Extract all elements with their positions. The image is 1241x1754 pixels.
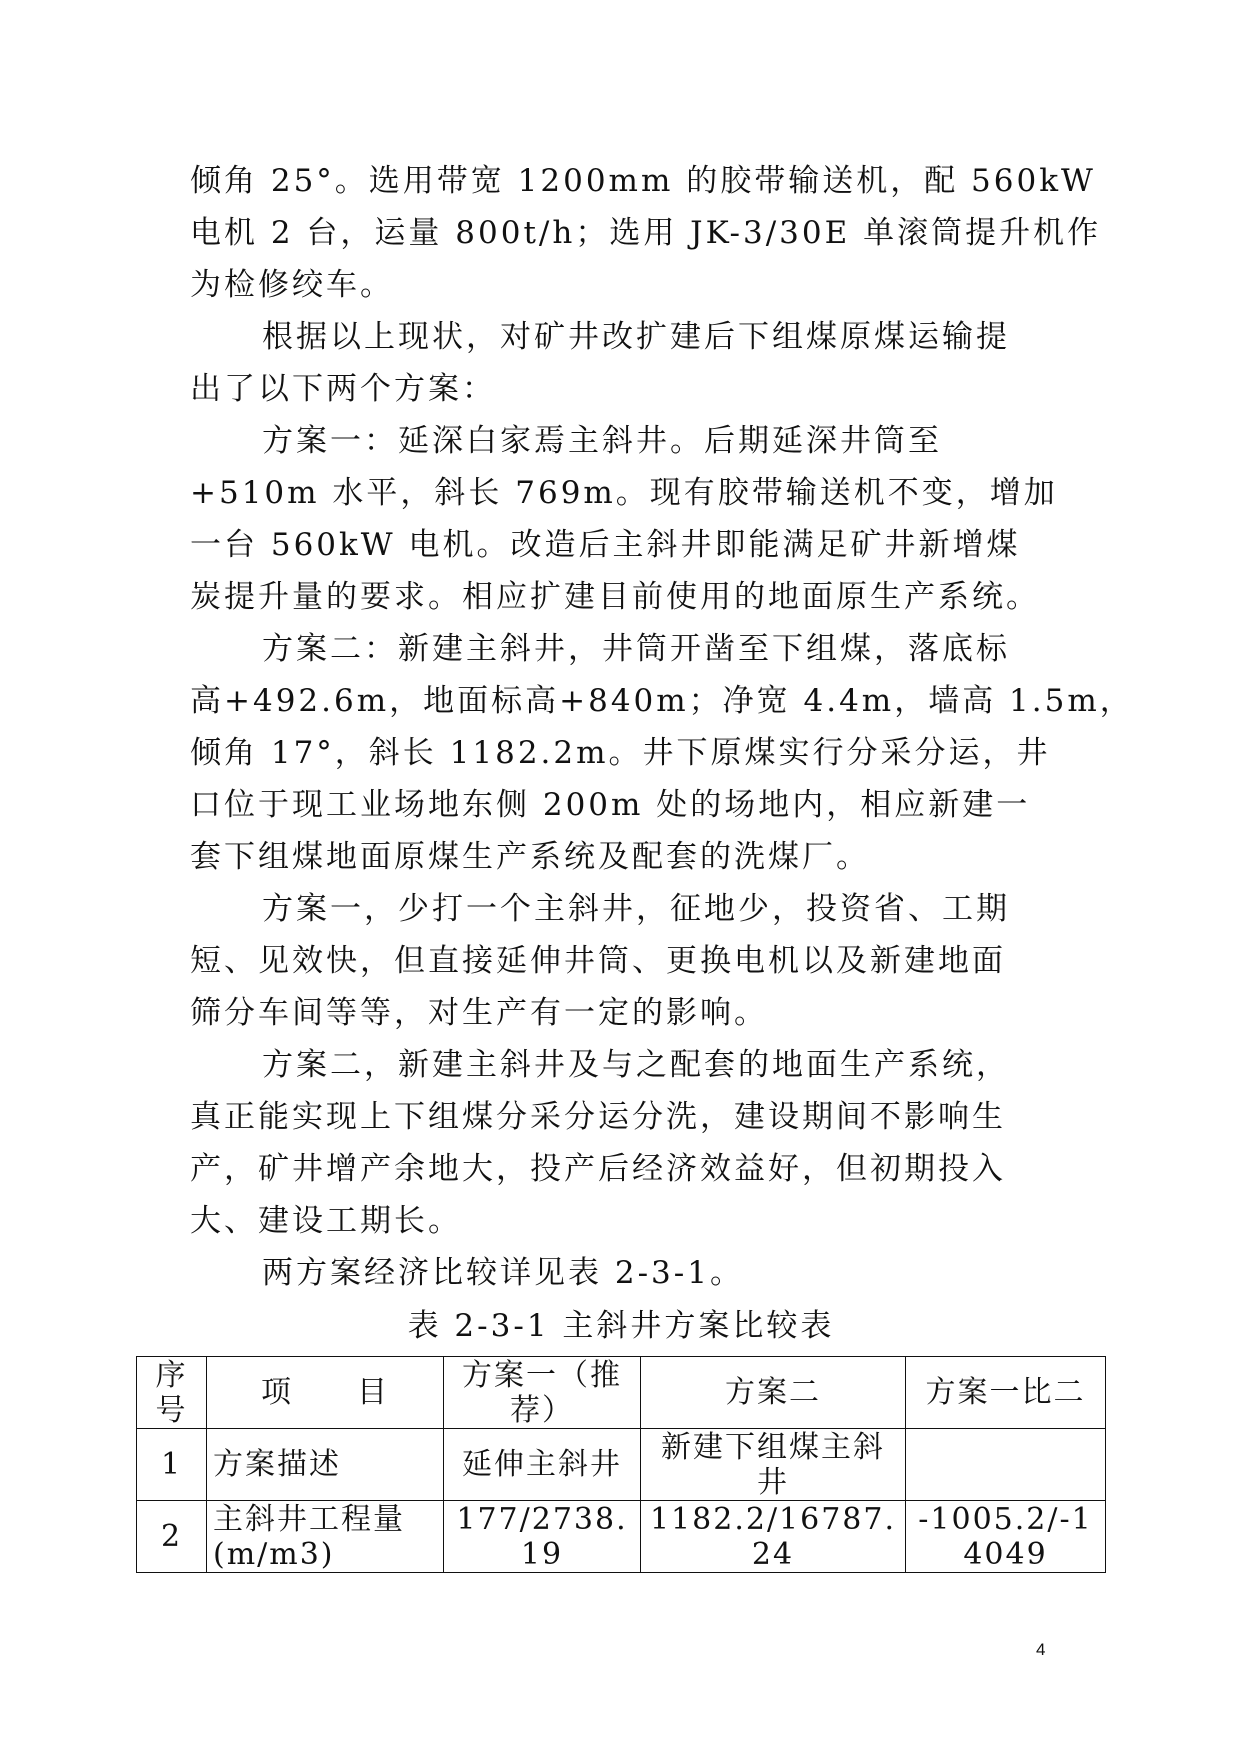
page-number: 4 [1036, 1640, 1046, 1659]
header-difference: 方案一比二 [906, 1357, 1106, 1429]
cell-item: 方案描述 [207, 1429, 444, 1501]
table-header-row [137, 1357, 1106, 1429]
text-line: +510m 水平，斜长 769m。现有胶带输送机不变，增加 [190, 475, 1058, 511]
text-line: 方案一：延深白家焉主斜井。后期延深井筒至 [262, 423, 942, 459]
text-line: 倾角 17°，斜长 1182.2m。井下原煤实行分采分运，井 [190, 735, 1051, 771]
paragraph-7 [190, 1247, 1052, 1299]
table-caption: 表 2-3-1 主斜井方案比较表 [407, 1308, 835, 1344]
text-line: 产，矿井增产余地大，投产后经济效益好，但初期投入 [190, 1151, 1006, 1187]
table-row [137, 1429, 1106, 1501]
text-line: 出了以下两个方案： [190, 371, 496, 407]
text-line: 真正能实现上下组煤分采分运分洗，建设期间不影响生 [190, 1099, 1006, 1135]
text-line: 炭提升量的要求。相应扩建目前使用的地面原生产系统。 [190, 579, 1040, 615]
table-row [137, 1501, 1106, 1573]
text-line: 根据以上现状，对矿井改扩建后下组煤原煤运输提 [262, 319, 1010, 355]
text-line: 口位于现工业场地东侧 200m 处的场地内，相应新建一 [190, 787, 1031, 823]
text-line: 倾角 25°。选用带宽 1200mm 的胶带输送机，配 560kW [190, 163, 1096, 199]
cell-index: 2 [137, 1501, 207, 1573]
cell-item: 主斜井工程量(m/m3) [207, 1501, 444, 1573]
text-line: 两方案经济比较详见表 2-3-1。 [262, 1255, 744, 1291]
header-index: 序号 [137, 1357, 207, 1429]
text-line: 方案二：新建主斜井，井筒开凿至下组煤，落底标 [262, 631, 1010, 667]
cell-plan-two: 1182.2/16787.24 [641, 1501, 906, 1573]
comparison-table [136, 1356, 1106, 1573]
text-line: 高+492.6m，地面标高+840m；净宽 4.4m，墙高 1.5m， [190, 683, 1134, 719]
text-line: 套下组煤地面原煤生产系统及配套的洗煤厂。 [190, 839, 870, 875]
header-plan-one: 方案一（推荐） [444, 1357, 641, 1429]
text-line: 大、建设工期长。 [190, 1203, 462, 1239]
header-plan-two: 方案二 [641, 1357, 906, 1429]
cell-plan-one: 177/2738.19 [444, 1501, 641, 1573]
text-line: 方案一，少打一个主斜井，征地少，投资省、工期 [262, 891, 1010, 927]
text-line: 为检修绞车。 [190, 267, 394, 303]
paragraph-4 [190, 623, 1134, 883]
text-line: 电机 2 台，运量 800t/h；选用 JK-3/30E 单滚筒提升机作 [190, 215, 1102, 251]
header-item: 项 目 [207, 1357, 444, 1429]
paragraph-2 [190, 311, 1052, 415]
text-line: 筛分车间等等，对生产有一定的影响。 [190, 995, 768, 1031]
cell-plan-one: 延伸主斜井 [444, 1429, 641, 1501]
paragraph-1 [190, 155, 1102, 311]
cell-difference [906, 1429, 1106, 1501]
paragraph-3 [190, 415, 1058, 623]
text-line: 方案二，新建主斜井及与之配套的地面生产系统， [262, 1047, 1010, 1083]
paragraph-6 [190, 1039, 1052, 1247]
cell-plan-two: 新建下组煤主斜井 [641, 1429, 906, 1501]
paragraph-5 [190, 883, 1052, 1039]
cell-difference: -1005.2/-14049 [906, 1501, 1106, 1573]
text-line: 一台 560kW 电机。改造后主斜井即能满足矿井新增煤 [190, 527, 1021, 563]
cell-index: 1 [137, 1429, 207, 1501]
text-line: 短、见效快，但直接延伸井筒、更换电机以及新建地面 [190, 943, 1006, 979]
